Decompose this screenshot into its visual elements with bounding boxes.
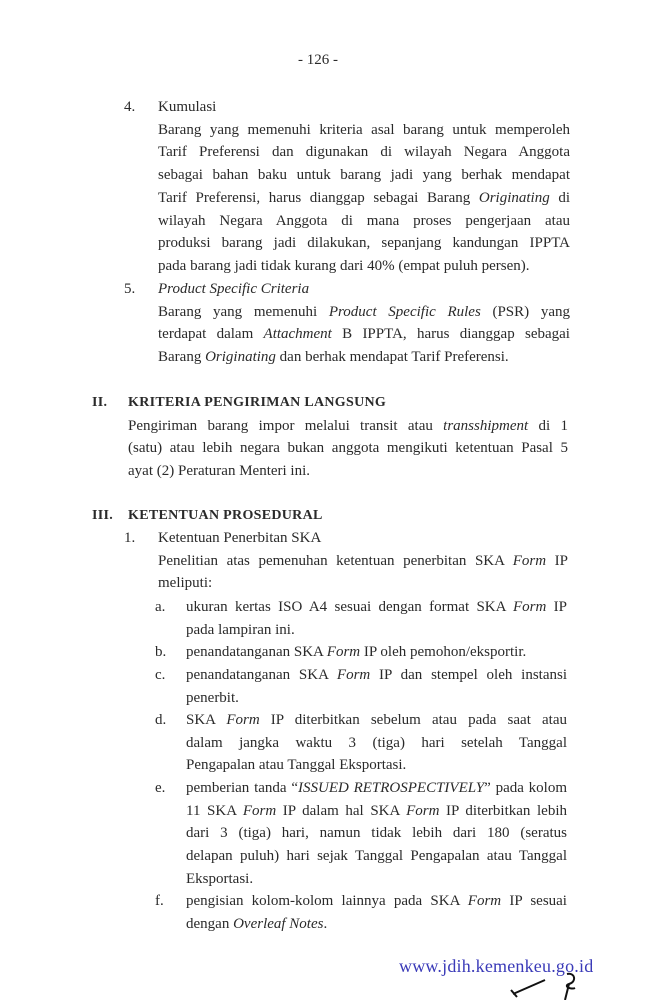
text-line: SKA Form IP diterbitkan sebelum atau pada saat atau — [186, 712, 567, 728]
text-line: penandatanganan SKA Form IP oleh pemohon/eksportir. — [186, 644, 527, 660]
text-line: delapan puluh) hari sejak Tanggal Pengapalan atau Tanggal — [186, 848, 567, 865]
italic-term: Form — [467, 893, 502, 909]
italic-term: Form — [326, 644, 361, 660]
item-label: a. — [155, 599, 166, 615]
italic-term: Form — [336, 667, 371, 683]
text-line: Eksportasi. — [186, 870, 254, 887]
italic-term: Originating — [478, 189, 550, 206]
text-line: (satu) atau lebih negara bukan anggota mengikuti ketentuan Pasal 5 — [128, 440, 568, 457]
text-line: Kumulasi — [158, 99, 217, 115]
text-line: dalam jangka waktu 3 (tiga) hari setelah Tanggal — [186, 734, 567, 751]
text-line — [158, 279, 309, 299]
text-line: pengisian kolom-kolom lainnya pada SKA Form IP sesuai — [186, 893, 567, 909]
text-line: dari 3 (tiga) hari, namun tidak lebih dari 180 (seratus — [186, 825, 567, 842]
text-line: penandatanganan SKA Form IP dan stempel oleh instansi — [186, 667, 567, 683]
text-line: pada barang jadi tidak kurang dari 40% (empat puluh persen). — [158, 257, 530, 274]
footer-url-link[interactable]: www.jdih.kemenkeu.go.id — [399, 956, 594, 976]
item-label: e. — [155, 780, 166, 796]
text-line: meliputi: — [158, 575, 213, 592]
text-line: dengan Overleaf Notes. — [186, 915, 328, 932]
text-line: penerbit. — [186, 689, 239, 706]
item-label: 1. — [124, 530, 136, 546]
text-line: produksi barang jadi dilakukan, sepanjang kandungan IPPTA — [158, 235, 570, 252]
italic-term: Form — [406, 802, 440, 819]
text-line: Pengiriman barang impor melalui transit atau transshipment di 1 — [128, 417, 568, 434]
item-label: II. — [92, 395, 108, 410]
text-line: Tarif Preferensi dan digunakan di wilayah Negara Anggota — [158, 144, 570, 161]
text-line: Tarif Preferensi, harus dianggap sebagai Barang Originating di — [158, 189, 570, 206]
item-label: f. — [155, 893, 164, 909]
italic-term: Product Specific Criteria — [158, 281, 310, 297]
section-heading: KETENTUAN PROSEDURAL — [128, 508, 323, 523]
item-label: d. — [155, 712, 167, 728]
text-line: sebagai bahan baku untuk barang jadi yang berhak mendapat — [158, 167, 570, 184]
text-line: ayat (2) Peraturan Menteri ini. — [128, 463, 311, 480]
text-line: terdapat dalam Attachment B IPPTA, harus dianggap sebagai — [158, 326, 570, 343]
italic-term: ISSUED RETROSPECTIVELY — [298, 780, 485, 796]
italic-term: Attachment — [263, 326, 332, 343]
text-line: Barang Originating dan berhak mendapat Tarif Preferensi. — [158, 349, 509, 366]
italic-term: transshipment — [443, 417, 529, 434]
italic-term: Overleaf Notes — [233, 915, 324, 932]
page-number: - 126 - — [298, 52, 338, 68]
item-label: c. — [155, 667, 166, 683]
text-line: pemberian tanda “ISSUED RETROSPECTIVELY” pada kolom — [186, 780, 567, 796]
text-line: wilayah Negara Anggota di mana proses pengerjaan atau — [158, 212, 570, 229]
italic-term: Product Specific Rules — [328, 303, 481, 320]
text-line: Pengapalan atau Tanggal Eksportasi. — [186, 757, 407, 774]
item-label: b. — [155, 644, 167, 660]
text-line: Barang yang memenuhi Product Specific Rules (PSR) yang — [158, 303, 570, 320]
item-label: 4. — [124, 99, 136, 115]
italic-term: Originating — [205, 349, 276, 366]
text-line: ukuran kertas ISO A4 sesuai dengan format SKA Form IP — [186, 599, 567, 615]
signature-initials-icon — [505, 970, 595, 1000]
text-line: Barang yang memenuhi kriteria asal barang untuk memperoleh — [158, 121, 570, 138]
text-line: pada lampiran ini. — [186, 621, 295, 638]
text-line: Penelitian atas pemenuhan ketentuan penerbitan SKA Form IP — [158, 552, 568, 569]
italic-term: Form — [242, 802, 277, 819]
item-label: III. — [92, 508, 114, 523]
italic-term: Form — [226, 712, 260, 728]
item-label: 5. — [124, 281, 136, 297]
text-line: Ketentuan Penerbitan SKA — [158, 530, 322, 546]
italic-term: Form — [512, 552, 547, 569]
italic-term: Form — [512, 599, 547, 615]
section-heading: KRITERIA PENGIRIMAN LANGSUNG — [128, 395, 387, 410]
text-line: 11 SKA Form IP dalam hal SKA Form IP diterbitkan lebih — [186, 802, 567, 819]
